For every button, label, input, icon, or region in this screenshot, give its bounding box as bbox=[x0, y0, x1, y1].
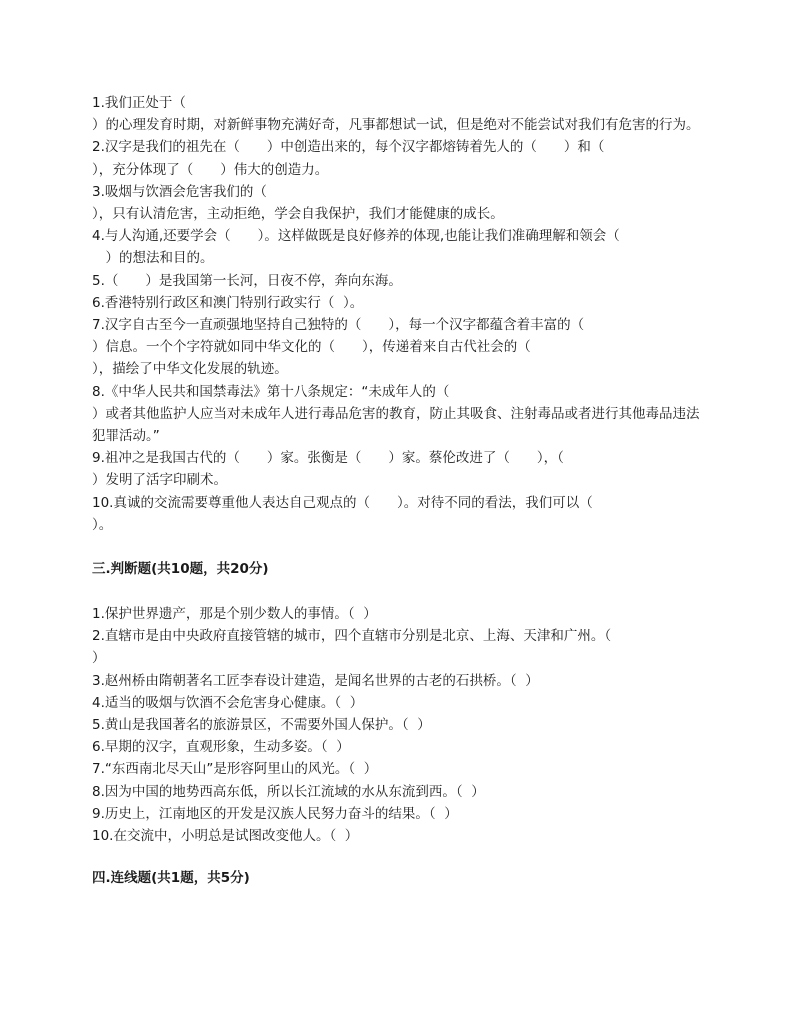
fill-in-question-7: 7.汉字自古至今一直顽强地坚持自己独特的（ ），每一个汉字都蕴含着丰富的（ ）信息。一个个字符就如同中华文化的（ ），传递着来自古代社会的（ ），描绘了中华文化发展的轨迹。 bbox=[92, 317, 585, 378]
judgment-question-10: 10.在交流中，小明总是试图改变他人。（ ） bbox=[92, 828, 359, 845]
fill-in-question-8: 8.《中华人民共和国禁毒法》第十八条规定：“未成年人的（ ）或者其他监护人应当对未成年人进行毒品危害的教育，防止其吸食、注射毒品或者进行其他毒品违法犯罪活动。” bbox=[92, 383, 700, 445]
fill-in-question-5: 5.（ ）是我国第一长河，日夜不停，奔向东海。 bbox=[92, 272, 402, 289]
fill-in-question-2: 2.汉字是我们的祖先在（ ）中创造出来的，每个汉字都熔铸着先人的（ ）和（ ），充分体现了（ ）伟大的创造力。 bbox=[92, 139, 605, 178]
judgment-question-2: 2.直辖市是由中央政府直接管辖的城市，四个直辖市分别是北京、上海、天津和广州。（ ） bbox=[92, 628, 612, 667]
judgment-question-3: 3.赵州桥由隋朝著名工匠李春设计建造，是闻名世界的古老的石拱桥。（ ） bbox=[92, 672, 539, 689]
judgment-question-7: 7.“东西南北尽天山”是形容阿里山的风光。（ ） bbox=[92, 761, 378, 778]
fill-in-question-10: 10.真诚的交流需要尊重他人表达自己观点的（ ）。对待不同的看法，我们可以（ ）。 bbox=[92, 494, 593, 533]
judgment-questions bbox=[92, 603, 704, 847]
section-title-judgment: 三.判断题(共10题，共20分) bbox=[92, 561, 269, 578]
judgment-question-6: 6.早期的汉字，直观形象，生动多姿。（ ） bbox=[92, 739, 350, 756]
fill-in-question-3: 3.吸烟与饮酒会危害我们的（ ），只有认清危害，主动拒绝，学会自我保护，我们才能健康的成长。 bbox=[92, 183, 504, 223]
fill-in-question-9: 9.祖冲之是我国古代的（ ）家。张衡是（ ）家。蔡伦改进了（ ），（ ）发明了活字印刷术。 bbox=[92, 450, 564, 489]
judgment-question-9: 9.历史上，江南地区的开发是汉族人民努力奋斗的结果。（ ） bbox=[92, 805, 458, 822]
fill-in-question-4: 4.与人沟通,还要学会（ ）。这样做既是良好修养的体现,也能让我们准确理解和领会（ ）的想法和目的。 bbox=[92, 228, 620, 267]
judgment-question-1: 1.保护世界遗产，那是个别少数人的事情。（ ） bbox=[92, 606, 377, 623]
fill-in-question-6: 6.香港特别行政区和澳门特别行政实行（ ）。 bbox=[92, 294, 364, 311]
fill-in-questions bbox=[92, 92, 704, 536]
fill-in-question-1: 1.我们正处于（ ）的心理发育时期，对新鲜事物充满好奇，凡事都想试一试，但是绝对不能尝试对我们有危害的行为。 bbox=[92, 95, 700, 134]
section-title-matching: 四.连线题(共1题，共5分) bbox=[92, 870, 250, 887]
judgment-question-8: 8.因为中国的地势西高东低，所以长江流域的水从东流到西。（ ） bbox=[92, 783, 485, 800]
judgment-question-5: 5.黄山是我国著名的旅游景区，不需要外国人保护。（ ） bbox=[92, 717, 431, 734]
judgment-question-4: 4.适当的吸烟与饮酒不会危害身心健康。（ ） bbox=[92, 694, 364, 711]
